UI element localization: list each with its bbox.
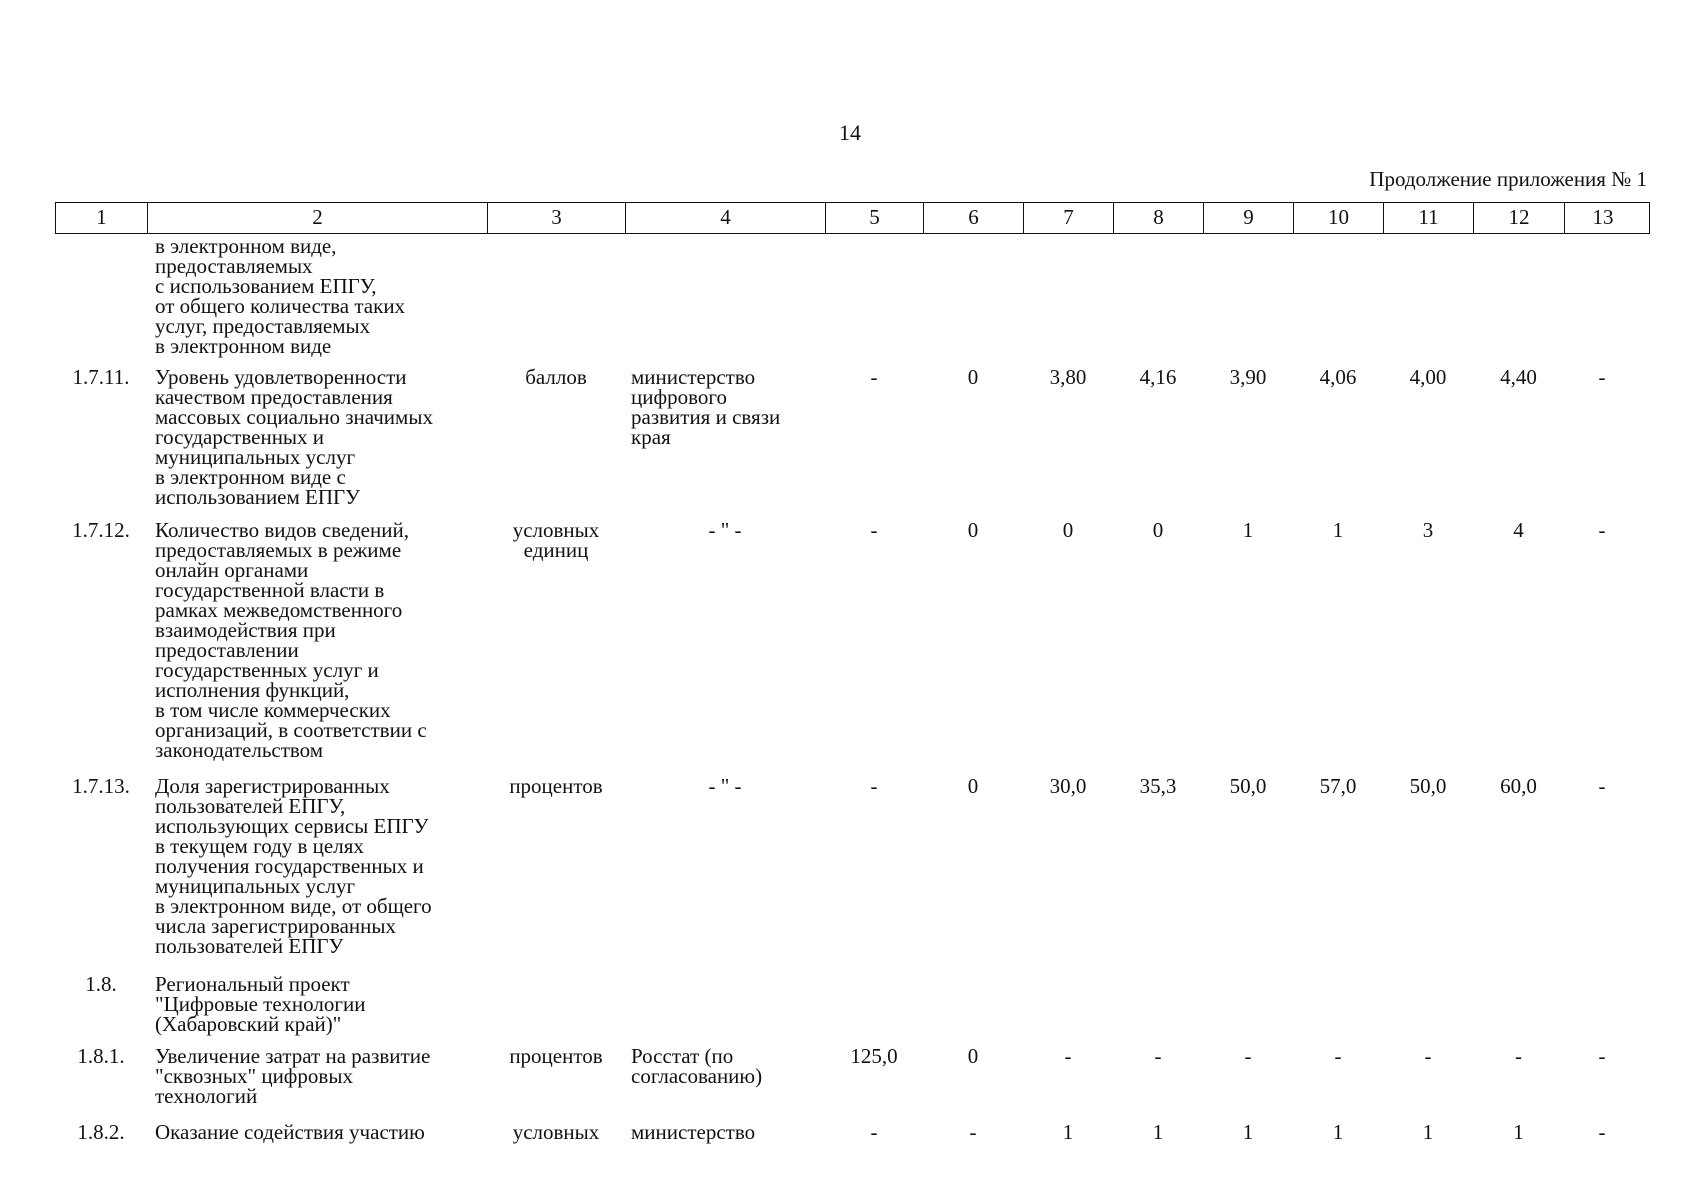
row-value-col13: - [1598,365,1606,389]
header-col-11: 11 [1384,203,1474,233]
row-indicator-name: Уровень удовлетворенности качеством предоставления массовых социально значимых государственных и муниципальных услуг в электронном виде с использованием ЕПГУ [155,365,433,509]
row-value-col6: 0 [967,365,979,389]
row-value-col11: 50,0 [1409,774,1447,798]
row-value-col12: 60,0 [1500,774,1537,798]
row-indicator-name: Увеличение затрат на развитие "сквозных" цифровых технологий [155,1044,431,1108]
row-number: 1.7.12. [72,518,130,542]
row-number: 1.8.1. [77,1044,125,1068]
row-value-col6: 0 [967,774,979,798]
row-unit: условных [512,1120,600,1144]
row-unit: процентов [509,774,603,798]
row-value-col5: - [870,1120,878,1144]
row-value-col7: - [1064,1044,1072,1068]
header-col-4: 4 [626,203,826,233]
row-unit: баллов [525,365,587,389]
header-col-5: 5 [826,203,924,233]
row-number: 1.7.11. [72,365,130,389]
table-row [55,1046,1650,1106]
row-value-col9: - [1244,1044,1252,1068]
row-responsible: - " - [708,774,742,798]
row-value-col5: - [870,365,878,389]
row-responsible: Росстат (по согласованию) [631,1044,763,1088]
row-value-col7: 30,0 [1049,774,1087,798]
header-col-3: 3 [488,203,626,233]
row-value-col12: - [1515,1044,1522,1068]
row-responsible: министерство цифрового развития и связи края [631,365,781,449]
row-value-col7: 0 [1062,518,1074,542]
row-value-col5: 125,0 [850,1044,898,1068]
table-row [55,236,1650,356]
table-row [55,776,1650,956]
header-col-10: 10 [1294,203,1384,233]
row-value-col10: - [1334,1044,1342,1068]
row-value-col12: 4,40 [1500,365,1537,389]
header-col-9: 9 [1204,203,1294,233]
header-col-12: 12 [1474,203,1565,233]
row-indicator-name: Оказание содействия участию [155,1120,425,1144]
row-indicator-name: Количество видов сведений, предоставляемых в режиме онлайн органами государственной власти в рамках межведомственного взаимодействия при предоставлении государственных услуг и исполнения функций, в том числе коммерческих организаций, в соответствии с законодательством [155,518,427,762]
row-value-col11: - [1424,1044,1432,1068]
row-value-col10: 57,0 [1319,774,1357,798]
row-value-col8: - [1154,1044,1162,1068]
row-indicator-name: Доля зарегистрированных пользователей ЕПГУ, использующих сервисы ЕПГУ в текущем году в целях получения государственных и муниципальных услуг в электронном виде, от общего числа зарегистрированных пользователей ЕПГУ [155,774,432,958]
row-value-col5: - [870,518,878,542]
row-value-col10: 1 [1332,518,1344,542]
row-value-col8: 4,16 [1139,365,1177,389]
row-value-col11: 3 [1422,518,1434,542]
continuation-label: Продолжение приложения № 1 [1369,167,1647,191]
row-number: 1.8. [85,972,117,996]
row-value-col10: 1 [1332,1120,1344,1144]
row-value-col11: 4,00 [1409,365,1447,389]
header-col-13: 13 [1592,205,1614,229]
row-indicator-name: Региональный проект "Цифровые технологии (Хабаровский край)" [155,972,366,1036]
row-value-col13: - [1598,1044,1606,1068]
page-number: 14 [839,120,861,145]
row-value-col13: - [1598,774,1606,798]
row-number: 1.8.2. [77,1120,125,1144]
row-responsible: - " - [708,518,742,542]
table-header [55,202,1650,234]
table-row [55,520,1650,760]
row-value-col7: 1 [1062,1120,1074,1144]
row-value-col9: 50,0 [1229,774,1267,798]
row-value-col12: 4 [1513,518,1524,542]
row-value-col9: 3,90 [1229,365,1267,389]
table-row [55,367,1650,507]
header-col-2: 2 [148,203,488,233]
row-value-col7: 3,80 [1049,365,1087,389]
row-value-col11: 1 [1422,1120,1434,1144]
row-indicator-name: в электронном виде, предоставляемых с использованием ЕПГУ, от общего количества таких услуг, предоставляемых в электронном виде [155,234,406,358]
row-value-col9: 1 [1242,1120,1254,1144]
table-row [55,974,1650,1034]
row-unit: процентов [509,1044,603,1068]
row-value-col5: - [870,774,878,798]
header-col-7: 7 [1024,203,1114,233]
table-row [55,1122,1650,1142]
row-value-col8: 35,3 [1139,774,1177,798]
row-responsible: министерство [631,1120,756,1144]
row-value-col6: - [969,1120,977,1144]
header-col-1: 1 [56,203,148,233]
row-unit: условных единиц [512,518,600,562]
row-value-col12: 1 [1513,1120,1524,1144]
row-value-col6: 0 [967,518,979,542]
header-col-8: 8 [1114,203,1204,233]
row-value-col13: - [1598,518,1606,542]
row-value-col9: 1 [1242,518,1254,542]
row-value-col8: 1 [1152,1120,1164,1144]
row-value-col13: - [1598,1120,1606,1144]
row-number: 1.7.13. [72,774,130,798]
row-value-col10: 4,06 [1319,365,1357,389]
row-value-col6: 0 [967,1044,979,1068]
row-value-col8: 0 [1152,518,1164,542]
header-col-6: 6 [924,203,1024,233]
